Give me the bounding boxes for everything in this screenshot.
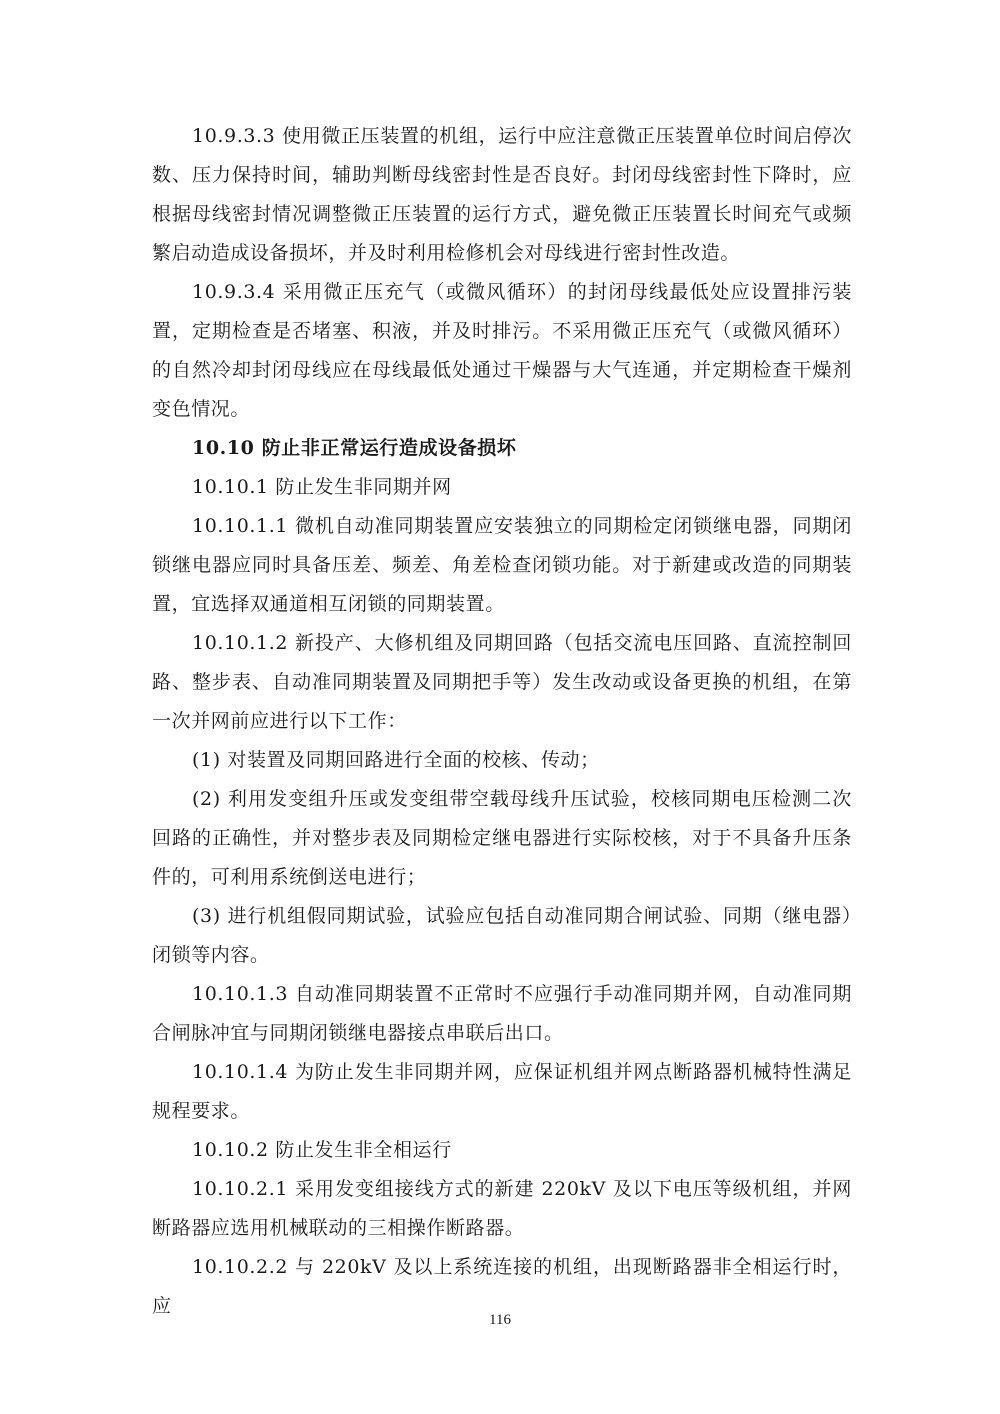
section-heading-10-10: 10.10 防止非正常运行造成设备损坏 xyxy=(192,437,517,459)
subsection-heading-10-10-1: 10.10.1 防止发生非同期并网 xyxy=(192,476,452,498)
paragraph-10-10-1-3: 10.10.1.3 自动准同期装置不正常时不应强行手动准同期并网，自动准同期合闸脉冲宜与同期闭锁继电器接点串联后出口。 xyxy=(152,983,852,1044)
paragraph-10-9-3-3: 10.9.3.3 使用微正压装置的机组，运行中应注意微正压装置单位时间启停次数、压力保持时间，辅助判断母线密封性是否良好。封闭母线密封性下降时，应根据母线密封情况调整微正压装置的运行方式，避免微正压装置长时间充气或频繁启动造成设备损坏，并及时利用检修机会对母线进行密封性改造。 xyxy=(152,125,852,264)
paragraph-10-10-1-2: 10.10.1.2 新投产、大修机组及同期回路（包括交流电压回路、直流控制回路、整步表、自动准同期装置及同期把手等）发生改动或设备更换的机组，在第一次并网前应进行以下工作： xyxy=(152,632,852,732)
list-item-1: (1) 对装置及同期回路进行全面的校核、传动； xyxy=(192,749,600,771)
paragraph-10-10-2-2: 10.10.2.2 与 220kV 及以上系统连接的机组，出现断路器非全相运行时，应 xyxy=(152,1256,852,1317)
paragraph-10-9-3-4: 10.9.3.4 采用微正压充气（或微风循环）的封闭母线最低处应设置排污装置，定期检查是否堵塞、积液，并及时排污。不采用微正压充气（或微风循环）的自然冷却封闭母线应在母线最低处通过干燥器与大气连通，并定期检查干燥剂变色情况。 xyxy=(152,281,852,420)
list-item-3: (3) 进行机组假同期试验，试验应包括自动准同期合闸试验、同期（继电器）闭锁等内容。 xyxy=(152,905,852,966)
paragraph-10-10-2-1: 10.10.2.1 采用发变组接线方式的新建 220kV 及以下电压等级机组，并网断路器应选用机械联动的三相操作断路器。 xyxy=(152,1178,852,1239)
paragraph-10-10-1-1: 10.10.1.1 微机自动准同期装置应安装独立的同期检定闭锁继电器，同期闭锁继电器应同时具备压差、频差、角差检查闭锁功能。对于新建或改造的同期装置，宜选择双通道相互闭锁的同期装置。 xyxy=(152,515,852,615)
list-item-2: (2) 利用发变组升压或发变组带空载母线升压试验，校核同期电压检测二次回路的正确性，并对整步表及同期检定继电器进行实际校核，对于不具备升压条件的，可利用系统倒送电进行； xyxy=(152,788,852,888)
page-number: 116 xyxy=(489,1312,511,1328)
subsection-heading-10-10-2: 10.10.2 防止发生非全相运行 xyxy=(192,1139,452,1161)
document-body xyxy=(152,117,852,1326)
paragraph-10-10-1-4: 10.10.1.4 为防止发生非同期并网，应保证机组并网点断路器机械特性满足规程要求。 xyxy=(152,1061,852,1122)
